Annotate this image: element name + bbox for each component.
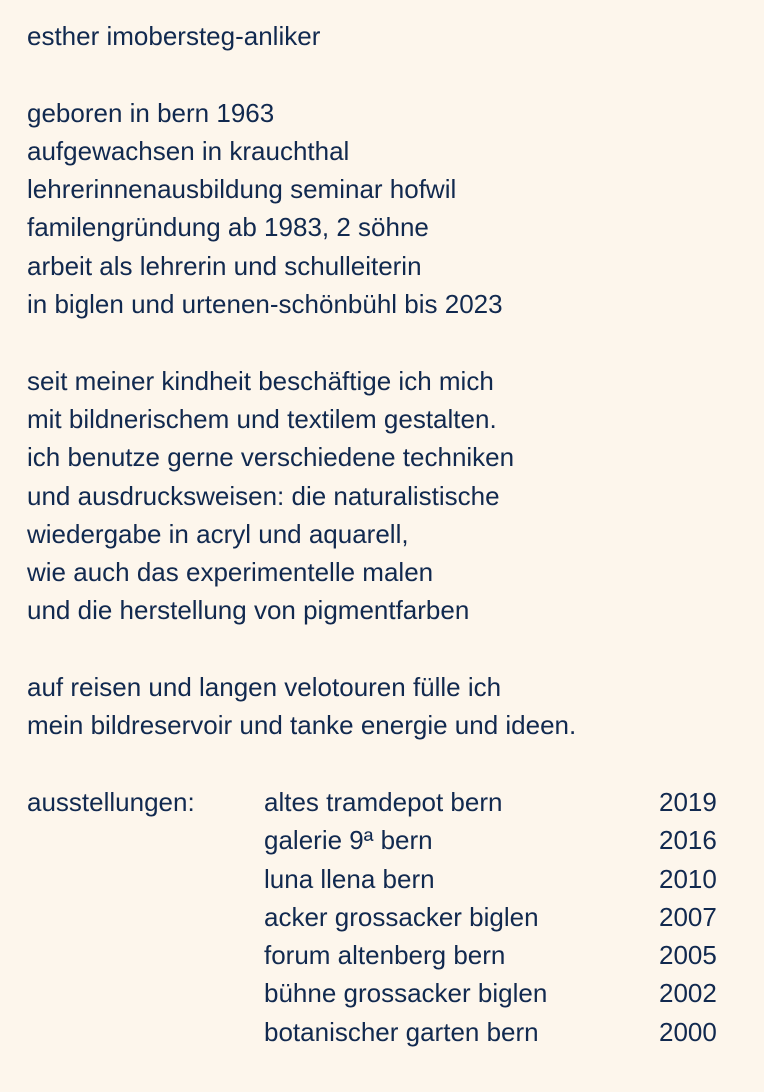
exhibition-year: 2002 — [659, 978, 717, 1009]
travel-section — [27, 668, 747, 745]
exhibition-year: 2019 — [659, 786, 717, 817]
bio-line: arbeit als lehrerin und schulleiterin — [27, 250, 422, 281]
statement-line: und die herstellung von pigmentfarben — [27, 595, 470, 626]
statement-line: wiedergabe in acryl und aquarell, — [27, 518, 409, 549]
bio-section — [27, 94, 747, 324]
statement-line: wie auch das experimentelle malen — [27, 557, 434, 588]
exhibition-venue: altes tramdepot bern — [264, 786, 503, 817]
exhibition-venue: forum altenberg bern — [264, 940, 506, 971]
exhibition-venue: luna llena bern — [264, 863, 435, 894]
exhibition-venue: bühne grossacker biglen — [264, 978, 548, 1009]
travel-line: auf reisen und langen velotouren fülle ich — [27, 672, 502, 703]
exhibition-year: 2005 — [659, 940, 717, 971]
bio-line: familengründung ab 1983, 2 söhne — [27, 212, 429, 243]
exhibition-row — [27, 898, 747, 936]
exhibition-row — [27, 974, 747, 1012]
bio-line: lehrerinnenausbildung seminar hofwil — [27, 174, 457, 205]
statement-line: und ausdrucksweisen: die naturalistische — [27, 480, 500, 511]
statement-line: mit bildnerischem und textilem gestalten. — [27, 403, 497, 434]
exhibition-row — [27, 1013, 747, 1051]
exhibition-venue: acker grossacker biglen — [264, 901, 539, 932]
bio-line: aufgewachsen in krauchthal — [27, 135, 350, 166]
statement-section — [27, 362, 747, 630]
exhibition-row — [27, 936, 747, 974]
exhibition-row — [27, 783, 747, 821]
artist-name: esther imobersteg-anliker — [27, 21, 321, 51]
artist-bio — [27, 17, 747, 1051]
exhibition-year: 2000 — [659, 1016, 717, 1047]
statement-line: seit meiner kindheit beschäftige ich mich — [27, 365, 494, 396]
bio-line: in biglen und urtenen-schönbühl bis 2023 — [27, 289, 503, 320]
exhibition-year: 2010 — [659, 863, 717, 894]
bio-line: geboren in bern 1963 — [27, 97, 275, 128]
exhibition-venue: galerie 9ª bern — [264, 825, 433, 856]
exhibition-row — [27, 860, 747, 898]
exhibition-row — [27, 821, 747, 859]
exhibition-year: 2016 — [659, 825, 717, 856]
exhibitions-label: ausstellungen: — [27, 786, 195, 817]
exhibition-venue: botanischer garten bern — [264, 1016, 539, 1047]
statement-line: ich benutze gerne verschiedene techniken — [27, 442, 515, 473]
travel-line: mein bildreservoir und tanke energie und ideen. — [27, 710, 577, 741]
exhibitions-list — [27, 783, 747, 1051]
exhibition-year: 2007 — [659, 901, 717, 932]
